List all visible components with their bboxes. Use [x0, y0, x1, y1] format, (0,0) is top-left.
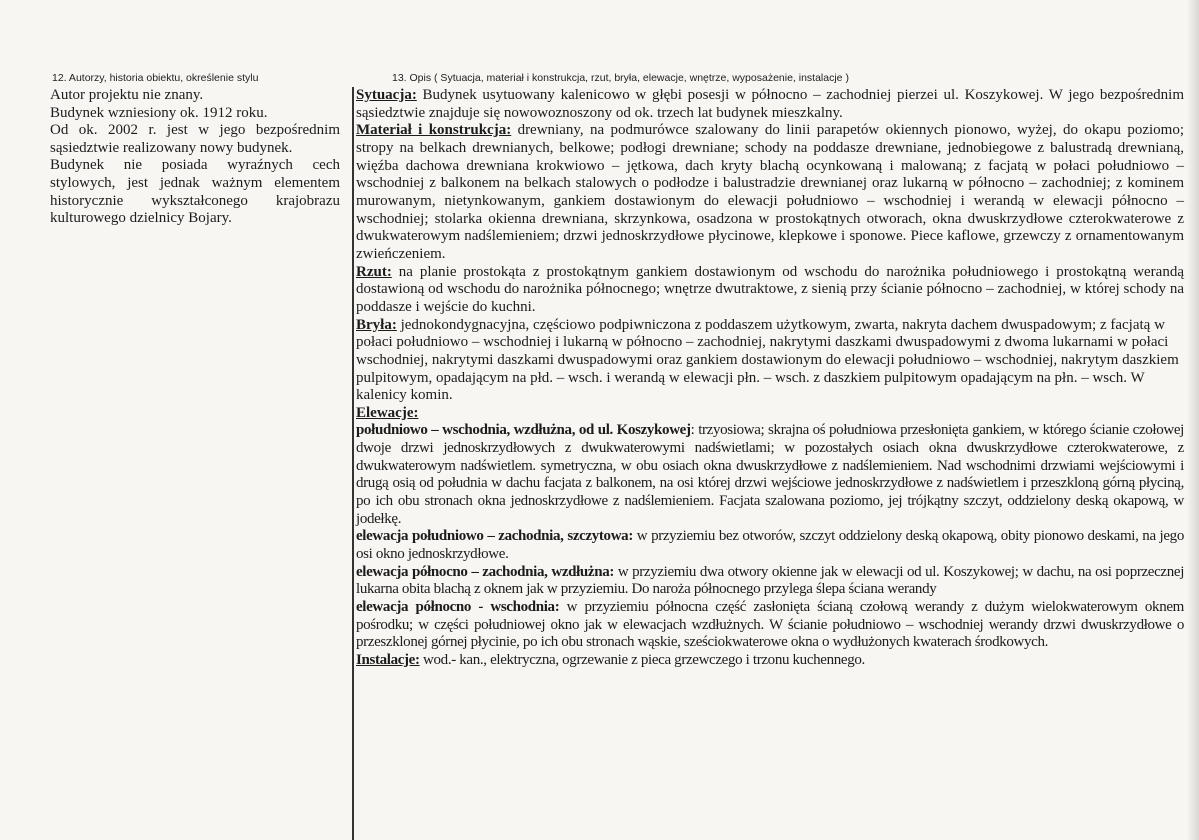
elewacja-text: : trzyosiowa; skrajna oś południowa przesłonięta gankiem, w którego ścianie czołowej dwoje drzwi jednoskrzydłowych z dwukwaterowymi nadświetlami; w pozostałych osiach okna dwuskrzydłowe czterokwaterowe, z dwukwaterowym nadświetlem. symetryczna, w obu osiach okna dwuskrzydłowe z nadślemieniem. Nad wschodnimi drzwiami wejściowymi i drugą osią od południa w dachu facjata z balkonem, na osi której drzwi wejściowe jednoskrzydłowe z nadświetlem i przeszkloną górną płyciną, po ich obu stronach okna jednoskrzydłowe z nadślemieniem. Facjata szalowana poziomo, jej trójkątny szczyt, oddzielony deską okapową, w jodełkę.	[356, 422, 1184, 527]
elewacja-item	[356, 564, 1184, 599]
elewacja-text: w przyziemiu bez otworów, szczyt oddzielony deską okapową, obity pionowo deskami, na jego osi okno jednoskrzydłowe.	[356, 528, 1184, 563]
section-12-heading: 12. Autorzy, historia obiektu, określenie stylu	[52, 72, 259, 84]
elewacje-heading	[356, 405, 1184, 423]
rzut-text: na planie prostokąta z prostokątnym gankiem dostawionym od wschodu do narożnika południowego i prostokątną werandą dostawioną od wschodu do narożnika północnego; wnętrze dwutraktowe, z sienią przy ścianie północno – zachodniej, w której schody na poddasze i wejście do kuchni.	[356, 263, 1184, 315]
elewacja-text: w przyziemiu dwa otwory okienne jak w elewacji od ul. Koszykowej; w dachu, na osi poprzecznej lukarna obita blachą z oknem jak w przyziemiu. Do naroża północnego przylega ślepa ściana werandy	[356, 563, 1185, 598]
neighbor-paragraph: Od ok. 2002 r. jest w jego bezpośrednim sąsiedztwie realizowany nowy budynek.	[50, 122, 340, 156]
scan-edge-shadow	[1187, 0, 1199, 840]
elewacja-text: w przyziemiu północna część zasłonięta ścianą czołową werandy z dużym wielokwaterowym oknem pośrodku; w części południowej okno jak w elewacjach wzdłużnych. W ścianie południowo – wschodniej werandy drzwi dwuskrzydłowe o przeszklonej górnej płycinie, po ich obu stronach wąskie, sześciokwaterowe okna o wydłużonych kwaterach środkowych.	[356, 599, 1184, 651]
instalacje-paragraph	[356, 652, 1184, 670]
elewacja-title: elewacja północno - wschodnia:	[356, 599, 560, 616]
bryla-label: Bryła:	[356, 316, 397, 333]
elewacja-title: południowo – wschodnia, wzdłużna, od ul. Koszykowej	[356, 422, 691, 439]
instalacje-label: Instalacje:	[356, 652, 420, 668]
bryla-text: jednokondygnacyjna, częściowo podpiwniczona z poddaszem użytkowym, zwarta, nakryta dachem dwuspadowym; z facjatą w połaci południowo – wschodniej i lukarną w północno – zachodniej, nakrytymi daszkami dwuspadowymi z dwoma lukarnami w połaci wschodniej, nakrytymi daszkami dwuspadowymi oraz gankiem dostawionym do elewacji południowo – wschodniej, nakrytym daszkiem pulpitowym, opadającym na płd. – wsch. i werandą w elewacji płn. – wsch. z daszkiem pulpitowym opadającym na płn. – wsch. W kalenicy komin.	[356, 316, 1179, 404]
elewacja-title: elewacja południowo – zachodnia, szczytowa:	[356, 528, 633, 545]
rzut-label: Rzut:	[356, 263, 392, 280]
material-label: Materiał i konstrukcja:	[356, 122, 512, 139]
style-paragraph: Budynek nie posiada wyraźnych cech stylowych, jest jednak ważnym elementem historycznie wykształconego krajobrazu kulturowego dzielnicy Bojary.	[50, 157, 340, 227]
bryla-paragraph	[356, 317, 1184, 405]
author-paragraph: Autor projektu nie znany.	[50, 87, 204, 103]
construction-date-paragraph: Budynek wzniesiony ok. 1912 roku.	[50, 104, 268, 121]
column-divider	[352, 87, 354, 840]
sytuacja-label: Sytuacja:	[356, 87, 417, 103]
material-paragraph	[356, 122, 1184, 263]
material-text: drewniany, na podmurówce szalowany do linii parapetów okiennych pionowo, wyżej, do okapu poziomo; stropy na belkach drewnianych, belkowe; podłogi drewniane; schody na poddasze drewniane, jednobiegowe z balustradą drewnianą, więźba dachowa drewniana krokwiowo – jętkowa, dach kryty blachą ocynkowaną i malowaną; z facjatą w połaci południowo – wschodniej z balkonem na belkach stalowych o podłodze i balustradzie drewnianej oraz lukarną w północno – zachodniej; z kominem murowanym, nietynkowanym, gankiem dostawionym do elewacji południowo – wschodniej i werandą w elewacji północno – wschodniej; stolarka okienna drewniana, skrzynkowa, osadzona w prostokątnych otworach, okna dwuskrzydłowe czterokwaterowe z dwukwaterowym nadślemieniem; drzwi jednoskrzydłowe płycinowe, klepkowe i sponowe. Piece kaflowe, grzewczy z ornamentowanym zwieńczeniem.	[356, 122, 1184, 262]
section-12-body	[50, 87, 340, 228]
sytuacja-text: Budynek usytuowany kalenicowo w głębi posesji w północno – zachodniej pierzei ul. Koszykowej. W jego bezpośrednim sąsiedztwie znajduje się nowowoznoszony od ok. trzech lat budynek mieszkalny.	[356, 87, 1184, 121]
sytuacja-paragraph	[356, 87, 1184, 122]
rzut-paragraph	[356, 264, 1184, 317]
section-13-heading: 13. Opis ( Sytuacja, materiał i konstrukcja, rzut, bryła, elewacje, wnętrze, wyposażenie, instalacje )	[392, 72, 849, 84]
elewacja-item	[356, 528, 1184, 563]
elewacja-item	[356, 599, 1184, 652]
elewacja-title: elewacja północno – zachodnia, wzdłużna:	[356, 563, 615, 580]
elewacja-item	[356, 422, 1184, 528]
instalacje-text: wod.- kan., elektryczna, ogrzewanie z pieca grzewczego i trzonu kuchennego.	[419, 652, 865, 668]
section-13-body	[356, 87, 1184, 670]
elewacje-label: Elewacje:	[356, 404, 419, 421]
